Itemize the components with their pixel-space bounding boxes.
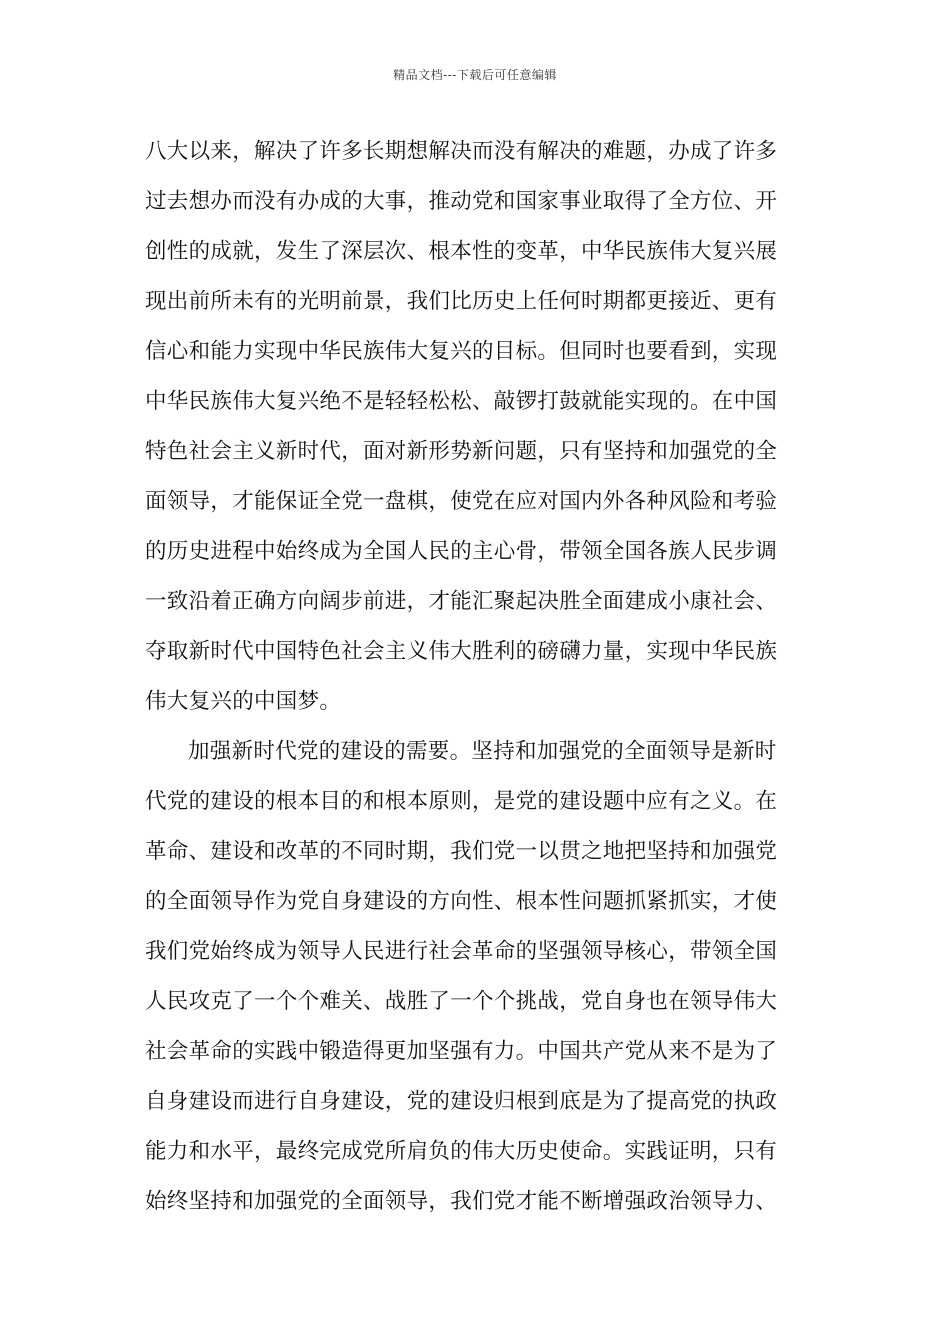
text-line: 始终坚持和加强党的全面领导，我们党才能不断增强政治领导力、 xyxy=(145,1189,778,1214)
text-line: 信心和能力实现中华民族伟大复兴的目标。但同时也要看到，实现 xyxy=(145,339,778,364)
paragraph-2 xyxy=(145,736,825,1236)
text-line: 自身建设而进行自身建设，党的建设归根到底是为了提高党的执政 xyxy=(145,1089,778,1114)
text-line: 过去想办而没有办成的大事，推动党和国家事业取得了全方位、开 xyxy=(145,189,778,214)
text-line: 能力和水平，最终完成党所肩负的伟大历史使命。实践证明，只有 xyxy=(145,1139,778,1164)
text-line: 特色社会主义新时代，面对新形势新问题，只有坚持和加强党的全 xyxy=(145,439,778,464)
text-line: 中华民族伟大复兴绝不是轻轻松松、敲锣打鼓就能实现的。在中国 xyxy=(145,389,778,414)
text-line: 夺取新时代中国特色社会主义伟大胜利的磅礴力量，实现中华民族 xyxy=(145,639,778,664)
text-line: 革命、建设和改革的不同时期，我们党一以贯之地把坚持和加强党 xyxy=(145,839,778,864)
text-line: 代党的建设的根本目的和根本原则，是党的建设题中应有之义。在 xyxy=(145,789,778,814)
text-line: 社会革命的实践中锻造得更加坚强有力。中国共产党从来不是为了 xyxy=(145,1039,778,1064)
text-line: 现出前所未有的光明前景，我们比历史上任何时期都更接近、更有 xyxy=(145,289,778,314)
text-line: 面领导，才能保证全党一盘棋，使党在应对国内外各种风险和考验 xyxy=(145,489,778,514)
text-line: 八大以来，解决了许多长期想解决而没有解决的难题，办成了许多 xyxy=(145,139,778,164)
text-line: 伟大复兴的中国梦。 xyxy=(145,689,342,714)
text-line: 人民攻克了一个个难关、战胜了一个个挑战，党自身也在领导伟大 xyxy=(145,989,778,1014)
text-line: 一致沿着正确方向阔步前进，才能汇聚起决胜全面建成小康社会、 xyxy=(145,589,778,614)
text-line: 创性的成就，发生了深层次、根本性的变革，中华民族伟大复兴展 xyxy=(145,239,778,264)
text-line: 的历史进程中始终成为全国人民的主心骨，带领全国各族人民步调 xyxy=(145,539,778,564)
document-body xyxy=(145,136,825,1236)
page-header: 精品文档---下载后可任意编辑 xyxy=(393,68,557,82)
text-line: 我们党始终成为领导人民进行社会革命的坚强领导核心，带领全国 xyxy=(145,939,778,964)
text-line: 的全面领导作为党自身建设的方向性、根本性问题抓紧抓实，才使 xyxy=(145,889,778,914)
paragraph-1 xyxy=(145,136,825,736)
text-line: 加强新时代党的建设的需要。坚持和加强党的全面领导是新时 xyxy=(188,739,777,764)
